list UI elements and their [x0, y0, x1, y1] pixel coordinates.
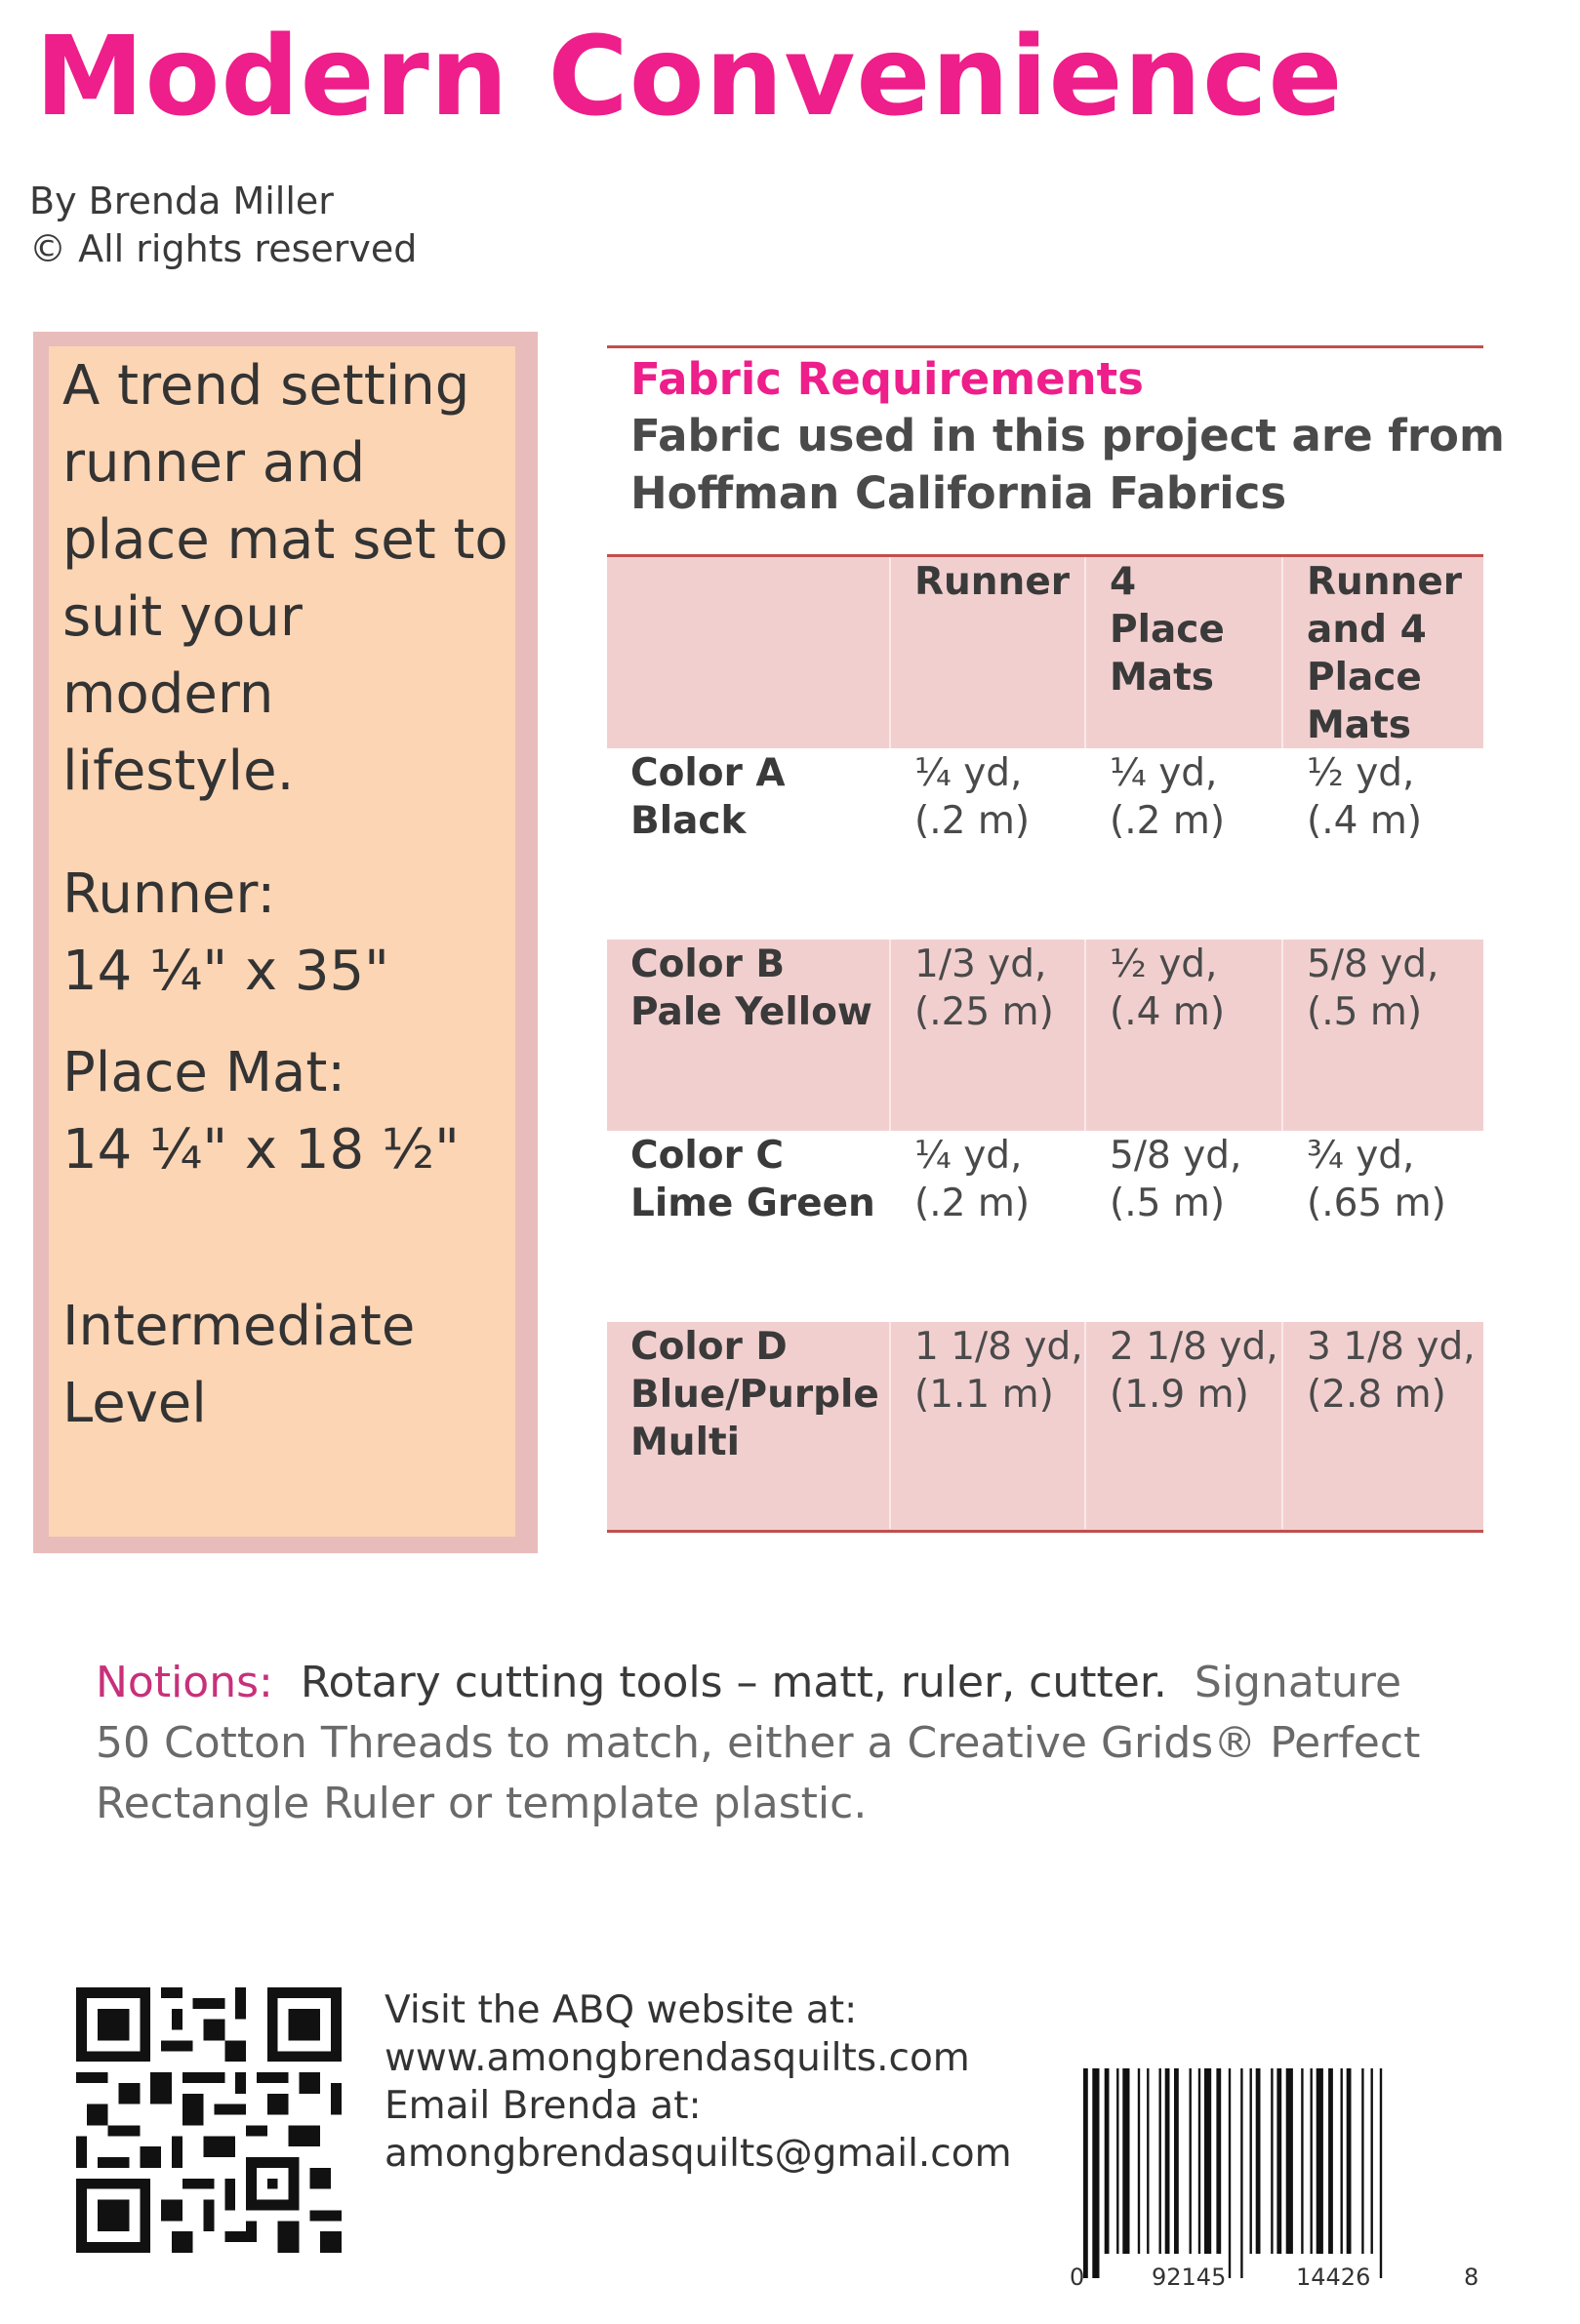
row-label-name: Blue/Purple	[630, 1373, 879, 1417]
column-header-place-mats: 4 Place Mats	[1110, 560, 1225, 700]
barcode-digit-group: 92145	[1152, 2264, 1227, 2291]
table-cell: 1 1/8 yd,	[914, 1325, 1083, 1369]
table-cell: ½ yd,	[1307, 751, 1415, 795]
skill-level: Intermediate Level	[62, 1295, 416, 1435]
page-title: Modern Convenience	[35, 14, 1344, 140]
table-cell: 5/8 yd,	[1110, 1134, 1242, 1178]
placemat-label: Place Mat:	[62, 1041, 346, 1104]
table-cell: (.2 m)	[914, 1182, 1031, 1225]
row-label-color: Color C	[630, 1134, 785, 1178]
table-cell: (.4 m)	[1110, 990, 1226, 1034]
row-label-color: Color D	[630, 1325, 788, 1369]
table-cell: ¼ yd,	[914, 1134, 1023, 1178]
row-label-name: Lime Green	[630, 1182, 875, 1225]
fabric-subheading-line1: Fabric used in this project are from	[630, 410, 1505, 461]
notions-label: Notions:	[96, 1658, 273, 1707]
fabric-subheading-line2: Hoffman California Fabrics	[630, 467, 1287, 519]
table-cell: (2.8 m)	[1307, 1373, 1446, 1417]
table-cell: 1/3 yd,	[914, 942, 1047, 986]
table-cell: (.2 m)	[1110, 799, 1226, 843]
column-divider	[1084, 557, 1086, 1529]
barcode-digit: 0	[1070, 2264, 1085, 2291]
website-intro: Visit the ABQ website at:	[385, 1988, 858, 2032]
table-cell: (.5 m)	[1110, 1182, 1226, 1225]
table-cell: 3 1/8 yd,	[1307, 1325, 1476, 1369]
summary-tagline: A trend setting runner and place mat set to suit your modern lifestyle.	[62, 354, 508, 803]
fabric-heading: Fabric Requirements	[630, 353, 1144, 405]
qr-code-icon	[76, 1987, 342, 2253]
column-divider	[1281, 557, 1283, 1529]
notions-main: Rotary cutting tools – matt, ruler, cutter.	[300, 1658, 1167, 1707]
author-line: By Brenda Miller	[29, 180, 334, 222]
notions-paragraph	[96, 1653, 1423, 1834]
table-cell: 5/8 yd,	[1307, 942, 1439, 986]
table-cell: ¼ yd,	[1110, 751, 1218, 795]
contact-block	[385, 1986, 1012, 2178]
table-cell: ½ yd,	[1110, 942, 1218, 986]
table-cell: 2 1/8 yd,	[1110, 1325, 1278, 1369]
table-cell: ¼ yd,	[914, 751, 1023, 795]
table-top-rule	[607, 345, 1483, 348]
table-cell: (.2 m)	[914, 799, 1031, 843]
email-link[interactable]: amongbrendasquilts@gmail.com	[385, 2132, 1012, 2176]
column-divider	[889, 557, 891, 1529]
row-label-color: Color B	[630, 942, 786, 986]
row-label-color: Color A	[630, 751, 786, 795]
runner-label: Runner:	[62, 862, 276, 926]
row-label-name: Pale Yellow	[630, 990, 872, 1034]
website-link[interactable]: www.amongbrendasquilts.com	[385, 2036, 970, 2080]
table-cell: (.5 m)	[1307, 990, 1423, 1034]
column-header-runner: Runner	[914, 560, 1071, 604]
runner-size: 14 ¼" x 35"	[62, 940, 389, 1003]
table-cell: ¾ yd,	[1307, 1134, 1415, 1178]
barcode-digit-group: 14426	[1296, 2264, 1371, 2291]
barcode-digit: 8	[1464, 2264, 1479, 2291]
email-intro: Email Brenda at:	[385, 2084, 702, 2128]
table-bottom-rule	[607, 1530, 1483, 1533]
table-cell: (.25 m)	[914, 990, 1054, 1034]
barcode-icon	[1064, 2068, 1493, 2293]
placemat-size: 14 ¼" x 18 ½"	[62, 1118, 460, 1182]
table-cell: (1.9 m)	[1110, 1373, 1249, 1417]
column-header-runner-and-mats: Runner and 4 Place Mats	[1307, 560, 1463, 747]
row-label-name-extra: Multi	[630, 1421, 740, 1464]
table-cell: (1.1 m)	[914, 1373, 1054, 1417]
table-cell: (.4 m)	[1307, 799, 1423, 843]
table-cell: (.65 m)	[1307, 1182, 1446, 1225]
notions-rest: Signature 50 Cotton Threads to match, either a Creative Grids® Perfect Rectangle Ruler or template plastic.	[96, 1658, 1421, 1828]
copyright-line: © All rights reserved	[29, 227, 418, 270]
row-label-name: Black	[630, 799, 747, 843]
